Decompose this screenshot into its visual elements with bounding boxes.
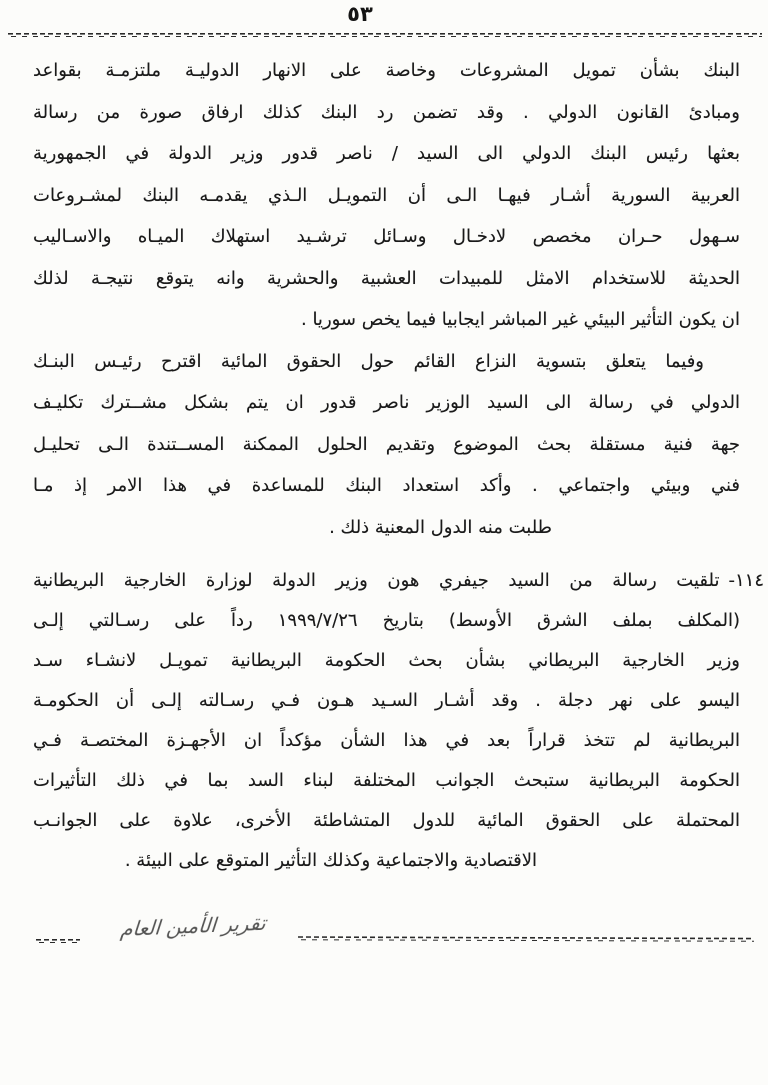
page-number: ٥٣: [347, 2, 373, 26]
text-line: ومبادئ القانون الدولي . وقد تضمن رد البنك كذلك ارفاق صورة من رسالة: [33, 101, 740, 123]
text-line: سـهول حـران مخصص لادخـال وسـائل ترشـيد استهلاك الميـاه والاسـاليب: [33, 226, 740, 247]
text-line: الحديثة للاستخدام الامثل للمبيدات العشبية والحشرية وانه يتوقع نتيجـة لذلك: [33, 267, 740, 289]
text-line: البريطانية لم تتخذ قراراً بعد في هذا الشأن مؤكداً ان الأجهـزة المختصـة فـي: [33, 730, 740, 751]
text-line: جهة فنية مستقلة بحث الموضوع وتقديم الحلول الممكنة المســتندة الـى تحليـل: [33, 433, 740, 455]
item-number: ١١٤-: [728, 570, 764, 591]
text-line: فني وبيئي واجتماعي . وأكد استعداد البنك للمساعدة في هذا الامر إذ مـا: [33, 475, 740, 496]
item-114: [33, 561, 764, 881]
text-line: الاقتصادية والاجتماعية وكذلك التأثير المتوقع على البيئة .: [124, 850, 537, 871]
text-line: وزير الخارجية البريطاني بشأن بحث الحكومة البريطانية تمويـل لانشـاء سـد: [33, 650, 740, 671]
footer-divider-right: [298, 936, 754, 942]
text-line: ان يكون التأثير البيئي غير المباشر ايجابيا فيما يخص سوريا .: [301, 309, 740, 330]
text-line: طلبت منه الدول المعنية ذلك .: [329, 516, 552, 538]
text-line: المحتملة على الحقوق المائية للدول المتشاطئة الأخرى، علاوة على الجوانـب: [33, 810, 740, 831]
body-text: [33, 50, 740, 548]
text-line: الحكومة البريطانية ستبحث الجوانب المختلفة لبناء السد بما في ذلك التأثيرات: [33, 770, 740, 791]
handwritten-note: تقرير الأمين العام: [119, 910, 267, 942]
text-line: العربية السورية أشـار فيهـا الـى أن التمويـل الـذي يقدمـه البنك لمشـروعات: [33, 184, 740, 206]
text-line: اليسو على نهر دجلة . وقد أشـار السـيد هـون فـي رسـالته إلـى أن الحكومـة: [33, 690, 740, 711]
item-first-line-text: تلقيت رسالة من السيد جيفري هون وزير الدولة لوزارة الخارجية البريطانية: [33, 570, 720, 591]
text-line: وفيما يتعلق بتسوية النزاع القائم حول الحقوق المائية اقترح رئيـس البنـك: [33, 350, 704, 372]
text-line: الدولي في رسالة الى السيد الوزير ناصر قدور ان يتم بشكل مشــترك تكليـف: [33, 392, 740, 413]
text-line: البنك بشأن تمويل المشروعات وخاصة على الانهار الدوليـة ملتزمـة بقواعد: [33, 60, 740, 81]
text-line: [33, 561, 764, 601]
text-line: (المكلف بملف الشرق الأوسط) بتاريخ ١٩٩٩/٧/٢٦ رداً على رسـالتي إلـى: [33, 610, 740, 631]
text-line: بعثها رئيس البنك الدولي الى السيد / ناصر قدور وزير الدولة في الجمهورية: [33, 143, 740, 164]
footer-divider-left: [36, 939, 80, 943]
top-divider: [8, 33, 762, 37]
